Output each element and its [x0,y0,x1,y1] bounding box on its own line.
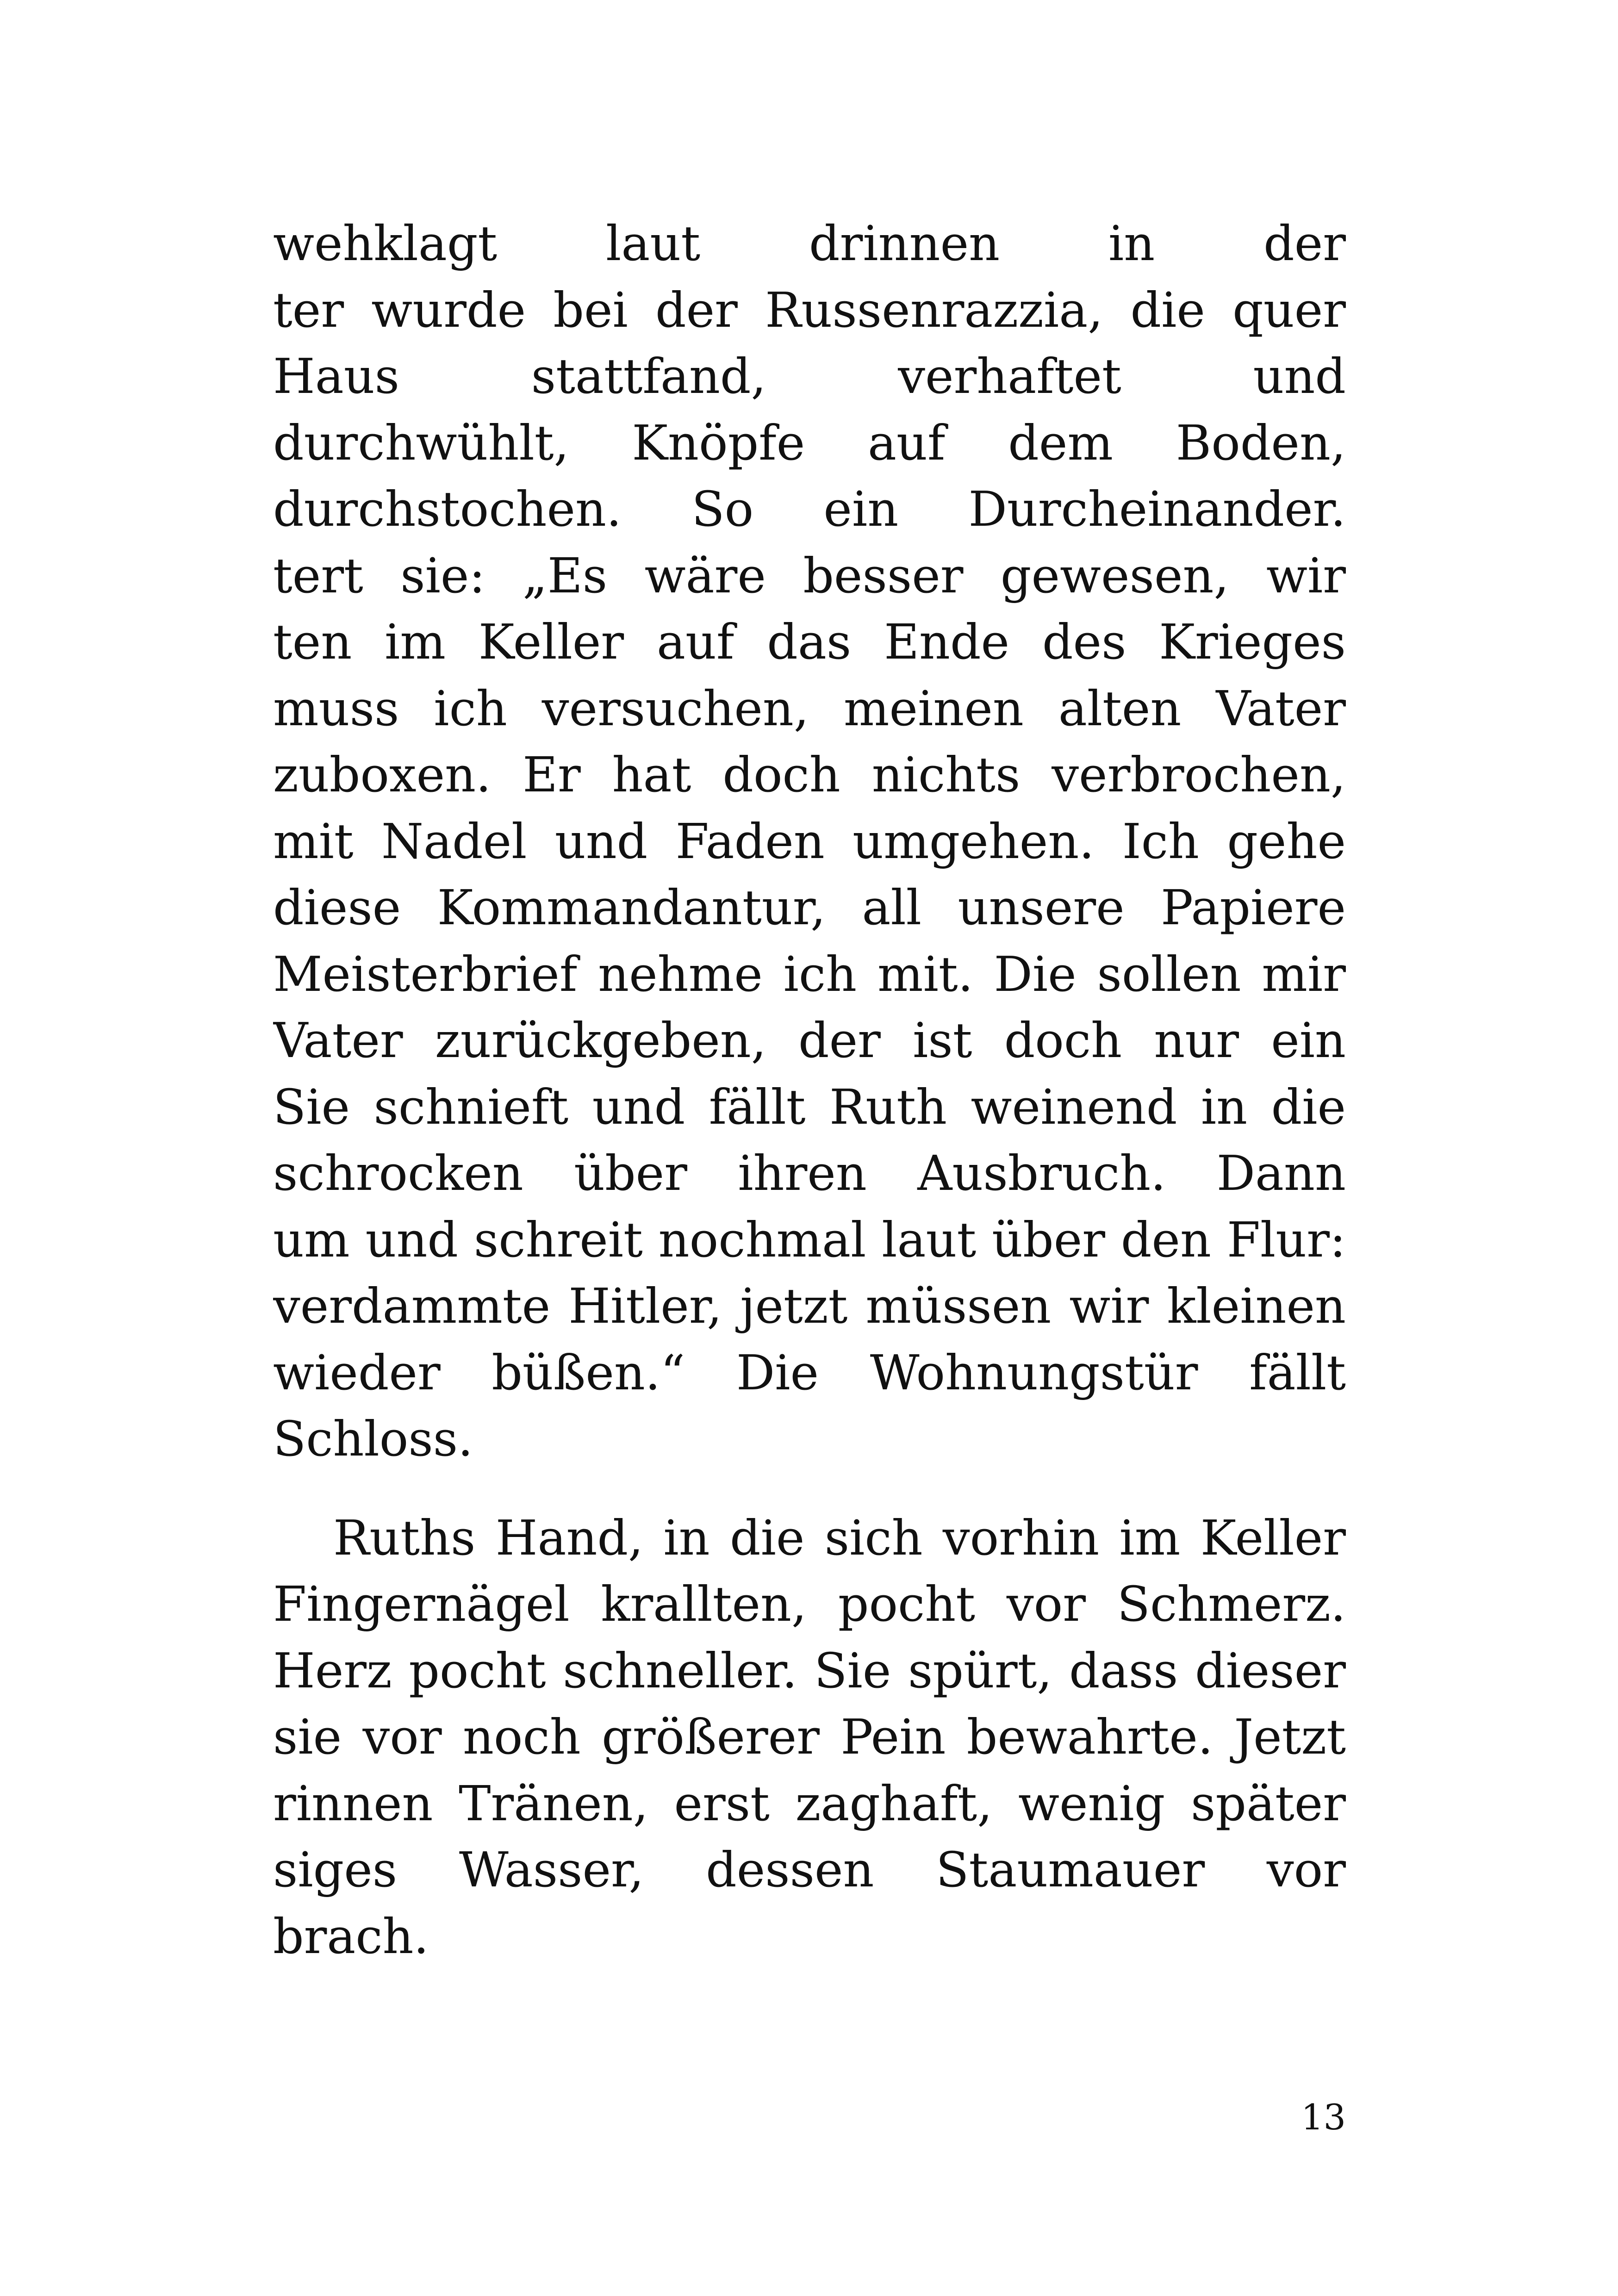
text-line: Schloss. [273,1411,473,1467]
text-line: tert sie: „Es wäre besser gewesen, wir [273,547,1346,604]
text-line: Fingernägel krallten, pocht vor Schmerz. [273,1576,1346,1632]
text-line: rinnen Tränen, erst zaghaft, wenig später [273,1775,1346,1832]
text-line: durchstochen. So ein Durcheinander. [273,481,1346,537]
text-line: wieder büßen.“ Die Wohnungstür fällt [273,1344,1346,1401]
text-line: Ruths Hand, in die sich vorhin im Keller [333,1509,1346,1566]
body-text [273,211,1346,1970]
text-line: siges Wasser, dessen Staumauer vor [273,1842,1346,1898]
text-line: diese Kommandantur, all unsere Papiere [273,879,1346,936]
text-line: Vater zurückgeben, der ist doch nur ein [273,1012,1346,1069]
paragraph-1 [273,211,1346,1473]
text-line: wehklagt laut drinnen in der [273,215,1346,272]
text-line: mit Nadel und Faden umgehen. Ich gehe [273,813,1346,870]
text-line: ten im Keller auf das Ende des Krieges [273,614,1346,670]
text-line: durchwühlt, Knöpfe auf dem Boden, [273,414,1346,471]
text-line: muss ich versuchen, meinen alten Vater [273,680,1346,737]
text-line: Meisterbrief nehme ich mit. Die sollen mir [273,946,1346,1002]
text-line: Haus stattfand, verhaftet und [273,348,1346,404]
text-line: um und schreit nochmal laut über den Flur: [273,1211,1346,1268]
text-line: schrocken über ihren Ausbruch. Dann [273,1145,1346,1201]
page-number: 13 [1301,2097,1346,2138]
text-line: Herz pocht schneller. Sie spürt, dass dieser [273,1642,1346,1699]
text-line: brach. [273,1908,429,1965]
paragraph-gap [273,1473,1346,1505]
text-line: verdammte Hitler, jetzt müssen wir kleinen [273,1278,1346,1334]
paragraph-2 [273,1505,1346,1970]
text-line: Sie schnieft und fällt Ruth weinend in die [273,1078,1346,1135]
text-line: zuboxen. Er hat doch nichts verbrochen, [273,747,1346,803]
text-line: sie vor noch größerer Pein bewahrte. Jetzt [273,1709,1346,1765]
text-line: ter wurde bei der Russenrazzia, die quer [273,281,1346,338]
